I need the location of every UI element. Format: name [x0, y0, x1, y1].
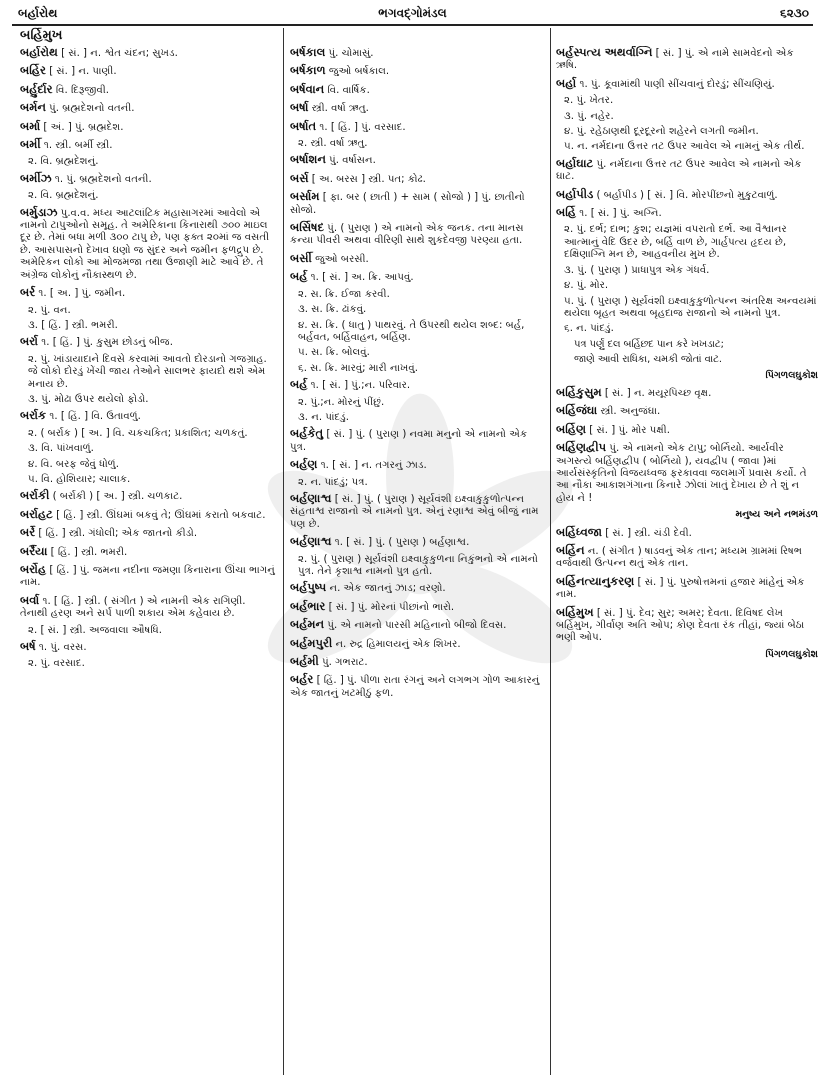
entry-headword: બર્હસ્પત્ય અથર્વાગ્નિ: [556, 46, 653, 59]
entry-headword: બર્હણાશ્વ: [290, 534, 332, 549]
entry-headword: બર્હકેતુ: [290, 426, 324, 441]
entry-headword: બર્ર: [20, 285, 36, 300]
dictionary-entry: [20, 526, 276, 540]
dictionary-entry: [290, 427, 545, 454]
header-guide-word: બર્હિમુખ: [20, 28, 63, 43]
entry-definition: ૧. સ્ત્રી. બર્મી સ્ત્રી.: [40, 140, 113, 152]
entry-headword: બર્ષાશન: [290, 152, 326, 167]
dictionary-entry: [290, 378, 545, 392]
verse-line: જાણે આવી રાધિકા, ચમકી જોતાં વાટ.: [574, 354, 722, 366]
entry-headword: બર્ષાત: [290, 118, 317, 133]
dictionary-entry: [556, 206, 818, 220]
dictionary-entry: [20, 563, 276, 590]
entry-definition: ( બર્રાકી ) [ અ. ] સ્ત્રી. ચળકાટ.: [49, 491, 183, 503]
header-book-title: ભગવદ્ગોમંડલ: [378, 6, 447, 20]
dictionary-entry: [290, 221, 545, 248]
entry-definition: [ સં. ] ન. પાણી.: [45, 66, 117, 78]
entry-definition: જુઓ બરસી.: [311, 253, 369, 265]
entry-definition: ૧. પું. કૂવામાંથી પાણી સીંચવાનું દોરડું; સીંચણિયું.: [576, 78, 775, 90]
entry-definition: પું. એ નામનો એક ટાપુ; બોર્નિયો. આર્યવીર અગસ્ત્યે બર્હિણદ્વીપ ( બોર્નિયો ), યવદ્વીપ ( જાવા )માં આર્યસંસ્કૃતિનો વિજયધ્વજ ફરકાવવા જલમાર્ગે પ્રવાસ કર્યો. તે આ નૌકા આકાશગંગાના કિનારે ઝોલાં ખાતું દેખાય છે તે શું ન હોય ને !: [556, 443, 807, 504]
dictionary-entry: [290, 535, 545, 549]
entry-headword: બર્હા: [556, 75, 577, 90]
entry-headword: બર્ષ: [20, 639, 36, 654]
sense-line: ૨. પું. દર્ભ; દાભ; કુશ; યજ્ઞમાં વપરાતો દર્ભ. આ વૈશ્વાનર આત્માનું વેદિ ઉદર છે, બર્હિ વાળ છે, ગાર્હપત્ય હૃદય છે, દક્ષિણાગ્નિ મન છે, આહવનીય મુખ છે.: [564, 224, 787, 261]
dictionary-entry: [20, 120, 276, 134]
entry-headword: બર્સી: [290, 250, 312, 265]
sense-line: ૬. સ. ક્રિ. મારવું; મારી નાખવું.: [298, 362, 419, 374]
dictionary-entry: [290, 120, 545, 134]
sense-line: ૬. ન. પાંદડું.: [564, 323, 614, 335]
page-header: [12, 4, 813, 24]
entry-headword: બર્ષા: [290, 100, 309, 115]
sense-line: ૨. પું. ખાંડાયાદાને દિવસે કરવામાં આવતો દોરડાનો ગજગ્રાહ. જે લોકો દોરડું ખેંચી જાય તેઓને સાલભર ફાયદો થશે એમ મનાય છે.: [28, 353, 267, 390]
entry-headword: બર્સિષદ: [290, 220, 325, 235]
column-2: [290, 46, 545, 1075]
entry-definition: સ્ત્રી. વર્ષા ઋતુ.: [308, 103, 369, 115]
entry-definition: ( બર્હાપીડ ) [ સં. ] વિ. મોરપીંછનો મુકુટવાળું.: [593, 189, 778, 201]
entry-definition: ૧. [ સં. ] અ. ક્રિ. આપવું.: [307, 272, 414, 284]
entry-headword: બર્હિન: [556, 543, 585, 557]
dictionary-entry: [20, 83, 276, 97]
sense-line: ૨. પું. ખેતર.: [564, 95, 614, 107]
entry-definition: [ સં. ] પું. મોરનાં પીછાંનો ભારો.: [325, 601, 455, 613]
entry-headword: બર્હ: [290, 377, 308, 392]
entry-definition: પું. ચોમાસું.: [325, 48, 374, 59]
entry-headword: બર્રૈયા: [20, 543, 48, 558]
entry-definition: [ સં. ] પું. મોર પક્ષી.: [586, 424, 670, 436]
sense-line: ૫. વિ. હોશિયાર; ચાલાક.: [28, 473, 131, 485]
entry-headword: બર્હિમુખ: [556, 604, 594, 619]
entry-definition: ૧. [ અ. ] પું. જમીન.: [35, 288, 126, 300]
column-divider: [283, 28, 284, 1075]
sense-line: ૨. [ સં. ] સ્ત્રી. અજવાલા ઔષધિ.: [28, 624, 163, 636]
entry-headword: બર્હિજંઘા: [556, 403, 598, 418]
dictionary-entry: [20, 206, 276, 282]
entry-definition: પુ.વ.વ. મધ્ય આટલાંટિક મહાસાગરમાં આવેલો એ નામનો ટાપુઓનો સમૂહ. તે અમેરિકાના કિનારાથી ૭૦૦ માઇલ દૂર છે. તેમાં બધા મળી ૩૦૦ ટાપુ છે, પણ ફક્ત ૨૦માં જ વસતી છે. આસપાસનો દેખાવ ઘણો જ સુંદર અને જમીન ફળદ્રુપ છે. અમેરિકન લોકો આ મોજમજા તથા ઉજાણી માટે આવે છે. તે અંગ્રેજ લોકોનું નૌકાસ્થળ છે.: [20, 207, 270, 281]
header-first-word: બર્હારોથ: [18, 6, 58, 20]
entry-definition: ૧. [ હિં. ] પું. વરસાદ.: [316, 121, 406, 133]
dictionary-entry: [290, 637, 545, 651]
dictionary-entry: [290, 190, 545, 217]
sense-line: ૫. પું. ( પુરાણ ) સૂર્યવંશી ઇક્ષ્વાકુકુળોત્પન્ન અંતરિક્ષ અન્વયમાં થયેલા બૃહત અથવા બૃહદાજ રાજાનો એ નામનો પુત્ર.: [564, 295, 817, 319]
sense-line: ૨. વિ. બ્રહ્મદેશનું.: [28, 156, 99, 168]
sense-line: ૫. સ. ક્રિ. બોલવું.: [298, 347, 370, 359]
sense-line: ૨. પું. વરસાદ.: [28, 658, 85, 670]
verse-line: પત્ર પર્ણું દલ બર્હિછદ પાન કરે ખખડાટ;: [574, 338, 724, 350]
entry-headword: બર્હમપુરી: [290, 635, 333, 650]
sense-line: ૨. પું.;ન. મોરનું પીંછું.: [298, 396, 385, 408]
entry-headword: બર્હિકુસુમ: [556, 384, 602, 399]
entry-headword: બર્મન: [20, 100, 46, 115]
dictionary-entry: [20, 508, 276, 522]
entry-headword: બર્રે: [20, 525, 36, 540]
dictionary-entry: [556, 423, 818, 437]
entry-headword: બર્હમન: [290, 617, 325, 632]
entry-definition: વિ. દિરૂજીવી.: [52, 84, 109, 96]
dictionary-entry: [556, 575, 818, 602]
dictionary-entry: [556, 404, 818, 418]
entry-headword: બર્વા: [20, 592, 40, 607]
dictionary-entry: [556, 386, 818, 400]
dictionary-entry: [290, 46, 545, 60]
dictionary-entry: [556, 606, 818, 645]
entry-headword: બર્મીઝ: [20, 170, 52, 185]
dictionary-entry: [556, 188, 818, 202]
entry-definition: [ હિં. ] સ્ત્રી. ગંધોલી; એક જાતનો કીડો.: [35, 528, 198, 540]
sense-line: ૨. સ્ત્રી. વર્ષા ઋતુ.: [298, 138, 368, 150]
entry-headword: બર્હાઘાટ: [556, 155, 594, 170]
sense-line: ૩. સ. ક્રિ. ઢાંકવું.: [298, 304, 367, 316]
entry-headword: બર્મી: [20, 137, 41, 152]
sense-line: ૪. વિ. બરફ જેવું ધોળું.: [28, 458, 119, 470]
source-citation: પિંગળલઘુકોશ: [765, 369, 818, 381]
entry-headword: બર્હુર્દાર: [20, 81, 53, 96]
dictionary-entry: [20, 138, 276, 152]
entry-definition: [ સં. ] પું. એ નામે સામવેદનો એક ઋષિ.: [556, 48, 794, 72]
entry-definition: [ અ. બરસ ] સ્ત્રી. પત; કોઢ.: [308, 173, 426, 185]
entry-definition: [ અં. ] પું. બ્રહ્મદેશ.: [40, 121, 124, 133]
entry-headword: બર્ષવાન: [290, 81, 325, 96]
entry-headword: બર્હણાશ્વ: [290, 490, 332, 505]
dictionary-entry: [290, 172, 545, 186]
entry-headword: બર્હર: [290, 672, 314, 687]
entry-definition: [ હિં. ] પું. જમના નદીના જમણા કિનારાના ઊંચા ભાગનું નામ.: [20, 565, 275, 589]
sense-line: ૩. પું. ( પુરાણ ) પ્રાધાપુત્ર એક ગંધર્વ.: [564, 264, 710, 276]
dictionary-entry: [290, 270, 545, 284]
dictionary-entry: [290, 581, 545, 595]
entry-headword: બર્ષકાલ: [290, 46, 326, 59]
dictionary-entry: [20, 46, 276, 60]
entry-headword: બર્હિ: [556, 205, 577, 220]
sense-line: ૨. સ. ક્રિ. ઈજા કરવી.: [298, 288, 390, 300]
entry-definition: ન. એક જાતનું ઝાડ; વરણો.: [326, 583, 446, 595]
sense-line: ૩. [ હિં. ] સ્ત્રી. ભમરી.: [28, 319, 118, 331]
entry-headword: બર્રા: [20, 334, 38, 349]
entry-definition: [ હિં. ] સ્ત્રી. ભમરી.: [47, 546, 128, 558]
entry-definition: સ્ત્રી. અનુજંઘા.: [597, 406, 661, 418]
dictionary-entry: [290, 655, 545, 669]
entry-headword: બર્હપુષ્પ: [290, 580, 327, 595]
entry-definition: પું. ગભરાટ.: [318, 657, 368, 669]
dictionary-entry: [20, 545, 276, 559]
entry-definition: ન. ( સંગીત ) ષાડવનું એક તાન; મધ્યમ ગ્રામમાં રિષભ વર્જવાથી ઉત્પન્ન થતું એક તાન.: [556, 546, 803, 570]
entry-definition: પું. નર્મદાના ઉત્તર તટ ઉપર આવેલ એ નામનો એક ઘાટ.: [556, 158, 802, 183]
entry-headword: બર્હિણદ્વીપ: [556, 440, 607, 455]
sense-line: ૩. ન. પાંદડું.: [298, 411, 349, 423]
sense-line: ૩. પું. નહેર.: [564, 110, 614, 122]
header-page-number: ૬૨૩૦: [780, 6, 809, 20]
entry-definition: [ સં. ] ન. શ્વેત ચંદન; સુખડ.: [57, 48, 178, 59]
header-rule: [12, 24, 813, 26]
entry-definition: પું. એ નામનો પારસી મહિનાનો બીજો દિવસ.: [324, 620, 507, 632]
entry-headword: બર્હિધ્વજા: [556, 524, 602, 539]
entry-headword: બર્સ: [290, 170, 309, 185]
entry-headword: બર્રાહટ: [20, 506, 53, 521]
dictionary-entry: [290, 600, 545, 614]
dictionary-entry: [290, 492, 545, 531]
dictionary-entry: [20, 409, 276, 423]
entry-definition: [ સં. ] સ્ત્રી. ચંડી દેવી.: [601, 527, 692, 539]
dictionary-entry: [290, 83, 545, 97]
dictionary-entry: [290, 153, 545, 167]
entry-definition: [ સં. ] પું. દેવ; સુર; અમર; દેવતા. દિવિષદ લેખ બર્હિમુખ, ગીર્વાણ અતિ ઓપ; કોણ દેવતા રંક તીહાં, જ્યાં બેઠા ભણી ઓપ.: [556, 607, 805, 644]
entry-definition: વિ. વાર્ષિક.: [324, 84, 370, 96]
dictionary-entry: [20, 335, 276, 349]
entry-definition: પું. ( પુરાણ ) એ નામનો એક જનક. તના માનસ કન્યા પીવરી અથવા વીરિણી સાથે શુકદેવજી પરણ્યા હતા.: [290, 223, 524, 247]
entry-headword: બર્મા: [20, 118, 41, 133]
sense-line: ૨. ન. પાંદડું; પત્ર.: [298, 476, 368, 488]
dictionary-entry: [290, 252, 545, 266]
sense-line: ૨. વિ. બ્રહ્મદેશનું.: [28, 190, 99, 202]
entry-headword: બર્રાકી: [20, 488, 50, 503]
entry-definition: ૧. [ હિં. ] પું. કુસુમ છોડનું બીજ.: [38, 337, 173, 349]
entry-definition: ૧. [ સં. ] પું. ( પુરાણ ) બર્હણાશ્વ.: [331, 537, 470, 549]
sense-line: ૨. પું. ( પુરાણ ) સૂર્યવંશી ઇક્ષ્વાકુકુળના નિકુંભનો એ નામનો પુત્ર. તેને કૃશાશ્વ નામનો પુત્ર હતો.: [298, 553, 538, 577]
entry-definition: [ હિં. ] સ્ત્રી. ઊંઘમાં બકવું તે; ઊંઘમાં કરાતો બકવાટ.: [52, 509, 266, 521]
source-citation: મનુષ્ય અને નભમંડળ: [735, 509, 818, 521]
entry-definition: ૧. [ સં. ] ન. તગરનું ઝાડ.: [317, 460, 427, 472]
entry-definition: ૧. પું. બ્રહ્મદેશનો વતની.: [51, 173, 152, 185]
entry-headword: બર્હભાર: [290, 598, 326, 613]
dictionary-entry: [20, 64, 276, 78]
dictionary-entry: [20, 640, 276, 654]
entry-definition: [ હિં. ] પું. પીળા રાતા રંગનું અને લગભગ ગોળ આકારનું એક જાતનું ખટમીઠું ફળ.: [290, 675, 540, 699]
entry-headword: બર્હિર: [20, 63, 46, 78]
entry-headword: બર્હાપીડ: [556, 186, 594, 201]
sense-line: ૩. પું. મોઢા ઉપર થયેલો ફોડો.: [28, 393, 149, 405]
entry-headword: બર્ષકાળ: [290, 63, 326, 78]
entry-definition: [ સં. ] પું. ( પુરાણ ) નવમા મનુનો એ નામનો એક પુત્ર.: [290, 429, 528, 453]
dictionary-entry: [556, 544, 818, 571]
dictionary-entry: [20, 172, 276, 186]
entry-definition: પું. બ્રહ્મદેશનો વતની.: [45, 103, 135, 115]
column-3: [556, 46, 818, 1075]
entry-definition: [ સં. ] પું. પુરુષોત્તમનાં હજાર માંહેનું એક નામ.: [556, 576, 805, 601]
entry-definition: ૧. [ સં. ] પું. અગ્નિ.: [576, 208, 662, 220]
entry-definition: ૧. [ હિં. ] સ્ત્રી. ( સંગીત ) એ નામની એક રાગિણી. તેનાથી હરણ અને સર્પ પાળી શકાય એમ કહેવાય છે.: [20, 595, 246, 620]
dictionary-entry: [20, 101, 276, 115]
entry-definition: ૧. પું. વરસ.: [35, 642, 87, 654]
entry-definition: [ સં. ] પું. ( પુરાણ ) સૂર્યવંશી ઇક્ષ્વાકુકુળોત્પન્ન સંહતાશ્વ રાજાનો એ નામનો પુત્ર. એનું રણાશ્વ એવું બીજું નામ પણ છે.: [290, 493, 539, 530]
dictionary-entry: [20, 489, 276, 503]
sense-line: ૨. પું. વન.: [28, 304, 71, 316]
dictionary-entry: [20, 286, 276, 300]
entry-headword: બર્રોહ: [20, 562, 47, 576]
column-1: [20, 46, 276, 1075]
dictionary-entry: [290, 618, 545, 632]
dictionary-entry: [20, 594, 276, 621]
dictionary-entry: [290, 458, 545, 472]
source-citation: પિંગળલઘુકોશ: [765, 648, 818, 660]
entry-headword: બર્હમી: [290, 654, 319, 669]
entry-headword: બર્હિનત્યાનુકરણ: [556, 573, 635, 588]
entry-definition: ન. રુદ્ર હિમાલયનું એક શિખર.: [332, 638, 461, 650]
entry-definition: પું. વર્ષાસન.: [325, 155, 376, 167]
dictionary-entry: [556, 157, 818, 184]
entry-definition: જુઓ બર્ષકાલ.: [325, 66, 390, 78]
entry-headword: બર્હ: [290, 269, 308, 284]
entry-headword: બર્રાક: [20, 408, 47, 423]
entry-headword: બર્હણ: [290, 457, 318, 472]
sense-line: ૫. ન. નર્મદાના ઉત્તર તટ ઉપર આવેલ એ નામનું એક તીર્થ.: [564, 141, 805, 153]
dictionary-entry: [290, 101, 545, 115]
dictionary-entry: [556, 46, 818, 73]
dictionary-entry: [556, 77, 818, 91]
dictionary-entry: [556, 526, 818, 540]
entry-headword: બર્હારોથ: [20, 46, 58, 59]
sense-line: ૪. પું. મોર.: [564, 280, 609, 292]
entry-headword: બર્હિણ: [556, 421, 587, 436]
sense-line: ૪. સ. ક્રિ. ( ધાતુ ) પાથરવું. તે ઉપરથી થયેલ શબ્દ: બર્હ, બર્હવત, બર્હિવાહન, બર્હિણ.: [298, 319, 525, 343]
entry-definition: ૧. [ સં. ] પું.;ન. પરિવાર.: [307, 380, 411, 392]
entry-definition: [ ફા. બર ( છાતી ) + સામ ( સોજો ) ] પું. છાતીનો સોજો.: [290, 192, 525, 216]
sense-line: ૩. વિ. પાંખવાળું.: [28, 443, 94, 455]
dictionary-entry: [556, 441, 818, 505]
entry-definition: ૧. [ હિં. ] વિ. ઉતાવળું.: [46, 411, 141, 423]
sense-line: ૨. ( બર્રાક ) [ અ. ] વિ. ચકચકિત; પ્રકાશિત; ચળકતું.: [28, 427, 248, 439]
entry-definition: [ સં. ] ન. મયૂરપિચ્છ વૃક્ષ.: [601, 387, 712, 399]
sense-line: ૪. પું. રહેઠાણથી દૂરદૂરનો શહેરને લગતી જમીન.: [564, 126, 759, 138]
column-divider: [550, 28, 551, 1075]
dictionary-entry: [290, 673, 545, 700]
entry-headword: બર્મુડાઝ: [20, 204, 58, 219]
dictionary-entry: [290, 64, 545, 78]
entry-headword: બર્સામ: [290, 189, 320, 204]
